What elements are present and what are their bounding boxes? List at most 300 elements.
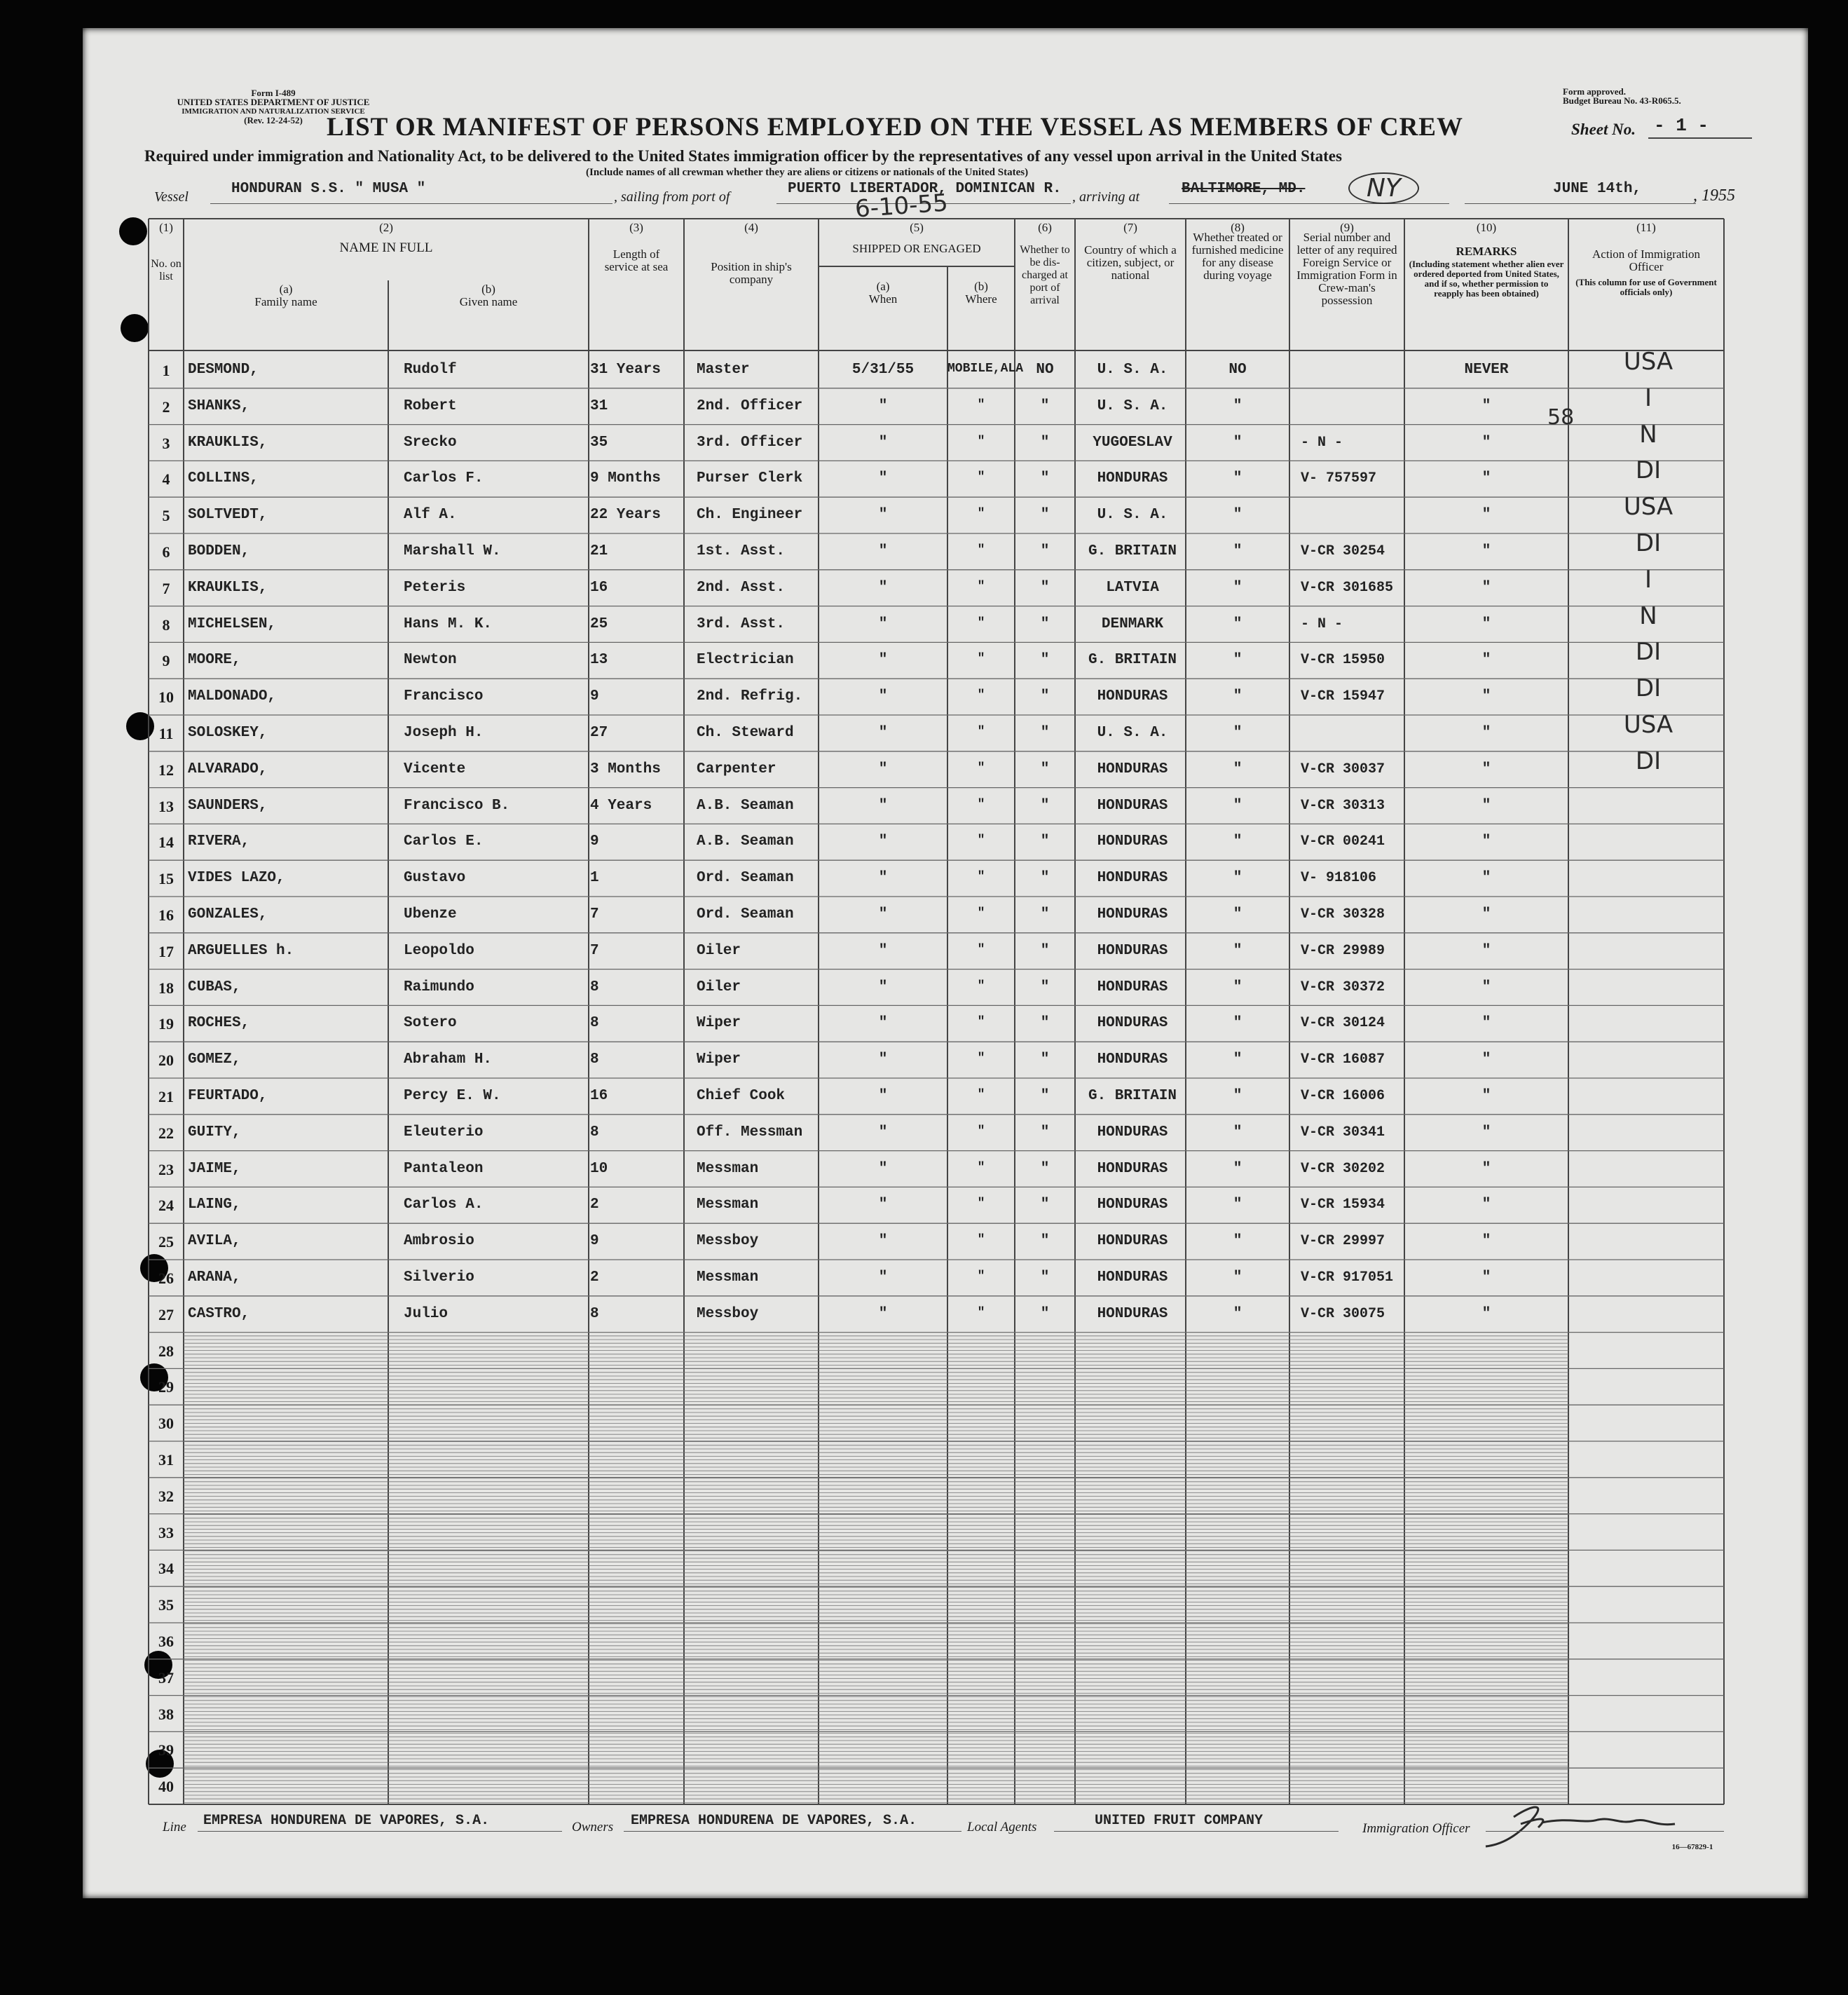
position: Messman <box>697 1197 759 1213</box>
family-name: COLLINS, <box>188 470 259 487</box>
discharged: " <box>1040 1051 1050 1068</box>
treated: NO <box>1228 362 1247 378</box>
immigration-action: N <box>1639 601 1657 630</box>
row-number: 38 <box>158 1705 174 1723</box>
shipped-where: " <box>977 833 985 848</box>
line-label: Line <box>163 1820 186 1834</box>
budget-bureau-no: Budget Bureau No. 43-R065.5. <box>1563 95 1681 106</box>
shipped-where: " <box>977 942 985 957</box>
shipped-where: MOBILE,ALA <box>947 362 1024 376</box>
given-name: Hans M. K. <box>404 615 493 632</box>
col3-header: Length of service at sea <box>604 247 669 273</box>
serial-number: V-CR 30313 <box>1301 797 1385 814</box>
serial-number: V-CR 30202 <box>1301 1160 1385 1177</box>
col2-number: (2) <box>379 221 393 234</box>
shipped-when: " <box>878 543 888 559</box>
position: A.B. Seaman <box>697 833 794 850</box>
shipped-when: " <box>878 579 888 596</box>
discharged: " <box>1040 434 1050 451</box>
col10-subheader: (Including statement whether alien ever ordered deported from United States, and if so, whether permission to reapply has been obtained) <box>1409 259 1564 299</box>
col5-number: (5) <box>910 221 924 234</box>
family-name: SOLOSKEY, <box>188 725 268 741</box>
include-note: (Include names of all crewman whether they are aliens or citizens or nationals of the United States) <box>586 167 1029 178</box>
row-number: 34 <box>158 1560 174 1578</box>
shipped-where: " <box>977 1305 985 1320</box>
row-number: 3 <box>162 434 170 452</box>
row-number: 9 <box>162 652 170 670</box>
family-name: KRAUKLIS, <box>188 579 268 596</box>
treated: " <box>1233 1015 1243 1032</box>
discharged: " <box>1040 1160 1050 1177</box>
remarks: " <box>1481 543 1491 559</box>
row-number: 10 <box>158 688 174 707</box>
given-name: Ambrosio <box>404 1233 474 1250</box>
treated: " <box>1233 725 1243 741</box>
length-of-service: 3 Months <box>590 761 661 777</box>
given-name: Leopoldo <box>404 942 474 959</box>
position: Off. Messman <box>697 1124 803 1141</box>
shipped-where: " <box>977 543 985 557</box>
sailing-port: PUERTO LIBERTADOR, DOMINICAN R. <box>788 181 1062 197</box>
length-of-service: 8 <box>590 1124 599 1141</box>
treated: " <box>1233 942 1243 959</box>
length-of-service: 31 Years <box>590 362 661 378</box>
shipped-when: " <box>878 833 888 850</box>
shipped-when: " <box>878 797 888 814</box>
length-of-service: 22 Years <box>590 507 661 524</box>
discharged: " <box>1040 833 1050 850</box>
length-of-service: 31 <box>590 397 608 414</box>
row-number: 39 <box>158 1741 174 1759</box>
position: Ord. Seaman <box>697 870 794 887</box>
treated: " <box>1233 1160 1243 1177</box>
treated: " <box>1233 833 1243 850</box>
shipped-when: " <box>878 979 888 995</box>
country: HONDURAS <box>1097 1160 1168 1177</box>
given-name: Carlos F. <box>404 470 484 487</box>
discharged: " <box>1040 1015 1050 1032</box>
serial-number: - N - <box>1301 615 1343 632</box>
discharged: " <box>1040 543 1050 559</box>
row-number: 30 <box>158 1415 174 1433</box>
row-number: 7 <box>162 579 170 597</box>
family-name: CASTRO, <box>188 1305 250 1322</box>
col11-subheader: (This column for use of Government officials only) <box>1575 277 1717 297</box>
discharged: " <box>1040 725 1050 741</box>
col5-header: SHIPPED OR ENGAGED <box>852 242 981 255</box>
row-number: 36 <box>158 1633 174 1650</box>
country: G. BRITAIN <box>1088 1088 1177 1104</box>
col6-number: (6) <box>1038 221 1052 234</box>
row-number: 17 <box>158 942 174 960</box>
treated: " <box>1233 1051 1243 1068</box>
shipped-where: " <box>977 1160 985 1175</box>
shipped-where: " <box>977 1124 985 1138</box>
given-name: Raimundo <box>404 979 474 995</box>
remarks: " <box>1481 579 1491 596</box>
discharged: " <box>1040 397 1050 414</box>
country: HONDURAS <box>1097 470 1168 487</box>
length-of-service: 9 Months <box>590 470 661 487</box>
discharged: " <box>1040 1269 1050 1286</box>
position: Messman <box>697 1269 759 1286</box>
position: 1st. Asst. <box>697 543 786 559</box>
given-name: Marshall W. <box>404 543 501 559</box>
position: Chief Cook <box>697 1088 786 1104</box>
shipped-when: " <box>878 688 888 705</box>
family-name: ALVARADO, <box>188 761 268 777</box>
remarks: " <box>1481 833 1491 850</box>
remarks: " <box>1481 797 1491 814</box>
immigration-action: DI <box>1635 747 1662 775</box>
given-name: Francisco <box>404 688 484 705</box>
immigration-action: DI <box>1635 529 1662 557</box>
treated: " <box>1233 906 1243 922</box>
remarks: " <box>1481 942 1491 959</box>
owners-label: Owners <box>572 1820 614 1834</box>
row-number: 24 <box>158 1197 174 1215</box>
discharged: NO <box>1036 362 1054 378</box>
position: Ch. Steward <box>697 725 794 741</box>
country: U. S. A. <box>1097 362 1168 378</box>
length-of-service: 2 <box>590 1197 599 1213</box>
country: HONDURAS <box>1097 797 1168 814</box>
position: 2nd. Refrig. <box>697 688 803 705</box>
discharged: " <box>1040 615 1050 632</box>
row-number: 21 <box>158 1088 174 1105</box>
handwritten-note: 58 <box>1547 405 1575 430</box>
discharged: " <box>1040 870 1050 887</box>
shipped-when: " <box>878 1124 888 1141</box>
family-name: GUITY, <box>188 1124 241 1141</box>
row-number: 1 <box>162 362 170 379</box>
treated: " <box>1233 1305 1243 1322</box>
vessel-name: HONDURAN S.S. " MUSA " <box>231 181 426 197</box>
shipped-where: " <box>977 870 985 885</box>
immigration-action: USA <box>1623 711 1674 739</box>
immigration-action: DI <box>1635 674 1662 703</box>
line-value: EMPRESA HONDURENA DE VAPORES, S.A. <box>203 1813 490 1829</box>
position: Messboy <box>697 1305 759 1322</box>
family-name: MOORE, <box>188 652 241 669</box>
remarks: " <box>1481 979 1491 995</box>
remarks: " <box>1481 761 1491 777</box>
length-of-service: 9 <box>590 1233 599 1250</box>
length-of-service: 8 <box>590 979 599 995</box>
discharged: " <box>1040 797 1050 814</box>
remarks: " <box>1481 906 1491 922</box>
family-name: ARGUELLES h. <box>188 942 294 959</box>
given-name: Pantaleon <box>404 1160 484 1177</box>
shipped-when: " <box>878 761 888 777</box>
col5a-header: (a) When <box>868 280 898 306</box>
form-code: 16—67829-1 <box>1671 1843 1713 1851</box>
row-number: 5 <box>162 507 170 525</box>
immigration-officer-label: Immigration Officer <box>1362 1821 1470 1836</box>
col9-number: (9) <box>1340 221 1354 234</box>
col8-number: (8) <box>1231 221 1245 234</box>
position: Oiler <box>697 979 741 995</box>
country: U. S. A. <box>1097 725 1168 741</box>
approval-note: Form approved. <box>1563 86 1627 97</box>
serial-number: V- 757597 <box>1301 470 1377 487</box>
shipped-where: " <box>977 725 985 739</box>
shipped-when: " <box>878 725 888 741</box>
treated: " <box>1233 761 1243 777</box>
remarks: NEVER <box>1464 362 1509 378</box>
country: U. S. A. <box>1097 397 1168 414</box>
country: HONDURAS <box>1097 688 1168 705</box>
serial-number: V-CR 30124 <box>1301 1015 1385 1032</box>
position: Ch. Engineer <box>697 507 803 524</box>
given-name: Rudolf <box>404 362 457 378</box>
row-number: 35 <box>158 1596 174 1614</box>
serial-number: - N - <box>1301 434 1343 451</box>
country: HONDURAS <box>1097 870 1168 887</box>
remarks: " <box>1481 470 1491 487</box>
country: HONDURAS <box>1097 833 1168 850</box>
given-name: Silverio <box>404 1269 474 1286</box>
given-name: Peteris <box>404 579 466 596</box>
country: YUGOESLAV <box>1093 434 1172 451</box>
given-name: Julio <box>404 1305 449 1322</box>
discharged: " <box>1040 688 1050 705</box>
family-name: BODDEN, <box>188 543 250 559</box>
serial-number: V-CR 00241 <box>1301 833 1385 850</box>
given-name: Vicente <box>404 761 466 777</box>
sheet-label: Sheet No. <box>1571 121 1636 138</box>
length-of-service: 27 <box>590 725 608 741</box>
treated: " <box>1233 1088 1243 1104</box>
family-name: SHANKS, <box>188 397 250 414</box>
given-name: Sotero <box>404 1015 457 1032</box>
row-number: 28 <box>158 1342 174 1360</box>
country: HONDURAS <box>1097 942 1168 959</box>
service-name: IMMIGRATION AND NATURALIZATION SERVICE <box>182 107 365 116</box>
country: HONDURAS <box>1097 1124 1168 1141</box>
family-name: DESMOND, <box>188 362 259 378</box>
shipped-when: " <box>878 397 888 414</box>
serial-number: V-CR 29989 <box>1301 942 1385 959</box>
sailing-label: , sailing from port of <box>614 189 730 205</box>
treated: " <box>1233 579 1243 596</box>
col4-header: Position in ship's company <box>711 260 792 286</box>
shipped-where: " <box>977 797 985 812</box>
department-name: UNITED STATES DEPARTMENT OF JUSTICE <box>177 97 370 107</box>
treated: " <box>1233 870 1243 887</box>
shipped-when: " <box>878 942 888 959</box>
serial-number: V-CR 29997 <box>1301 1233 1385 1250</box>
country: G. BRITAIN <box>1088 543 1177 559</box>
row-number: 20 <box>158 1051 174 1070</box>
shipped-where: " <box>977 761 985 775</box>
shipped-when: " <box>878 1305 888 1322</box>
row-number: 37 <box>158 1668 174 1687</box>
position: 3rd. Officer <box>697 434 803 451</box>
given-name: Percy E. W. <box>404 1088 501 1104</box>
discharged: " <box>1040 1088 1050 1104</box>
shipped-when: " <box>878 1051 888 1068</box>
discharged: " <box>1040 507 1050 524</box>
family-name: SAUNDERS, <box>188 797 268 814</box>
discharged: " <box>1040 761 1050 777</box>
country: DENMARK <box>1101 615 1164 632</box>
country: HONDURAS <box>1097 1015 1168 1032</box>
shipped-when: " <box>878 615 888 632</box>
row-number: 25 <box>158 1233 174 1251</box>
col2a-header: (a) Family name <box>254 282 317 308</box>
discharged: " <box>1040 1305 1050 1322</box>
family-name: AVILA, <box>188 1233 241 1250</box>
country: HONDURAS <box>1097 1051 1168 1068</box>
treated: " <box>1233 1197 1243 1213</box>
position: Master <box>697 362 750 378</box>
length-of-service: 16 <box>590 579 608 596</box>
remarks: " <box>1481 1015 1491 1032</box>
discharged: " <box>1040 1197 1050 1213</box>
row-number: 15 <box>158 870 174 888</box>
serial-number: V-CR 917051 <box>1301 1269 1394 1286</box>
serial-number: V-CR 30328 <box>1301 906 1385 922</box>
treated: " <box>1233 615 1243 632</box>
shipped-when: " <box>878 507 888 524</box>
family-name: LAING, <box>188 1197 241 1213</box>
country: HONDURAS <box>1097 1305 1168 1322</box>
discharged: " <box>1040 470 1050 487</box>
shipped-where: " <box>977 1051 985 1066</box>
immigration-action: DI <box>1635 456 1662 485</box>
country: HONDURAS <box>1097 761 1168 777</box>
position: Wiper <box>697 1015 741 1032</box>
remarks: " <box>1481 397 1491 414</box>
row-number: 40 <box>158 1778 174 1796</box>
col11-number: (11) <box>1636 221 1656 234</box>
position: 2nd. Officer <box>697 397 803 414</box>
serial-number: V-CR 15934 <box>1301 1197 1385 1213</box>
family-name: SOLTVEDT, <box>188 507 268 524</box>
family-name: GOMEZ, <box>188 1051 241 1068</box>
position: A.B. Seaman <box>697 797 794 814</box>
length-of-service: 35 <box>590 434 608 451</box>
given-name: Carlos A. <box>404 1197 484 1213</box>
family-name: CUBAS, <box>188 979 241 995</box>
immigration-action: I <box>1644 383 1652 412</box>
treated: " <box>1233 1233 1243 1250</box>
serial-number: V-CR 30372 <box>1301 979 1385 995</box>
remarks: " <box>1481 1305 1491 1322</box>
col1-header: No. on list <box>151 258 182 282</box>
given-name: Robert <box>404 397 457 414</box>
remarks: " <box>1481 1197 1491 1213</box>
country: HONDURAS <box>1097 1269 1168 1286</box>
arrival-date: JUNE 14th, <box>1553 181 1642 197</box>
serial-number: V-CR 30037 <box>1301 761 1385 777</box>
shipped-where: " <box>977 434 985 449</box>
remarks: " <box>1481 725 1491 741</box>
local-agents-value: UNITED FRUIT COMPANY <box>1095 1813 1264 1829</box>
treated: " <box>1233 797 1243 814</box>
shipped-where: " <box>977 1269 985 1284</box>
length-of-service: 1 <box>590 870 599 887</box>
discharged: " <box>1040 579 1050 596</box>
shipped-when: " <box>878 470 888 487</box>
col10-number: (10) <box>1476 221 1497 234</box>
remarks: " <box>1481 507 1491 524</box>
serial-number: V-CR 30341 <box>1301 1124 1385 1141</box>
shipped-when: " <box>878 1269 888 1286</box>
country: LATVIA <box>1106 579 1159 596</box>
family-name: MALDONADO, <box>188 688 277 705</box>
row-number: 11 <box>158 725 174 742</box>
length-of-service: 7 <box>590 906 599 922</box>
page-title: LIST OR MANIFEST OF PERSONS EMPLOYED ON THE VESSEL AS MEMBERS OF CREW <box>327 113 1463 142</box>
shipped-where: " <box>977 979 985 993</box>
position: Oiler <box>697 942 741 959</box>
col5b-header: (b) Where <box>965 280 997 306</box>
family-name: FEURTADO, <box>188 1088 268 1104</box>
col7-header: Country of which a citizen, subject, or national <box>1084 243 1177 282</box>
remarks: " <box>1481 615 1491 632</box>
treated: " <box>1233 434 1243 451</box>
col3-number: (3) <box>629 221 643 234</box>
discharged: " <box>1040 906 1050 922</box>
treated: " <box>1233 979 1243 995</box>
remarks: " <box>1481 1124 1491 1141</box>
position: Electrician <box>697 652 794 669</box>
col1-number: (1) <box>159 221 173 234</box>
shipped-where: " <box>977 1197 985 1211</box>
serial-number: V-CR 30254 <box>1301 543 1385 559</box>
row-number: 12 <box>158 761 174 779</box>
length-of-service: 9 <box>590 833 599 850</box>
treated: " <box>1233 543 1243 559</box>
serial-number: V- 918106 <box>1301 870 1377 887</box>
immigration-action: N <box>1639 420 1657 449</box>
position: 3rd. Asst. <box>697 615 786 632</box>
vessel-label: Vessel <box>154 189 189 205</box>
officer-signature <box>1472 1796 1682 1852</box>
owners-value: EMPRESA HONDURENA DE VAPORES, S.A. <box>631 1813 917 1829</box>
shipped-where: " <box>977 652 985 667</box>
family-name: ARANA, <box>188 1269 241 1286</box>
length-of-service: 16 <box>590 1088 608 1104</box>
shipped-when: " <box>878 1197 888 1213</box>
given-name: Francisco B. <box>404 797 510 814</box>
col4-number: (4) <box>744 221 758 234</box>
given-name: Carlos E. <box>404 833 484 850</box>
date-handwritten: 6-10-55 <box>854 189 949 224</box>
position: Messman <box>697 1160 759 1177</box>
country: HONDURAS <box>1097 906 1168 922</box>
shipped-when: " <box>878 1088 888 1104</box>
remarks: " <box>1481 1088 1491 1104</box>
remarks: " <box>1481 652 1491 669</box>
family-name: MICHELSEN, <box>188 615 277 632</box>
shipped-where: " <box>977 1015 985 1030</box>
treated: " <box>1233 470 1243 487</box>
length-of-service: 21 <box>590 543 608 559</box>
row-number: 27 <box>158 1305 174 1323</box>
row-number: 6 <box>162 543 170 561</box>
remarks: " <box>1481 1051 1491 1068</box>
col2-header: NAME IN FULL <box>339 240 433 255</box>
shipped-when: " <box>878 906 888 922</box>
length-of-service: 10 <box>590 1160 608 1177</box>
row-number: 14 <box>158 833 174 852</box>
remarks: " <box>1481 688 1491 705</box>
remarks: " <box>1481 1269 1491 1286</box>
serial-number: V-CR 15950 <box>1301 652 1385 669</box>
